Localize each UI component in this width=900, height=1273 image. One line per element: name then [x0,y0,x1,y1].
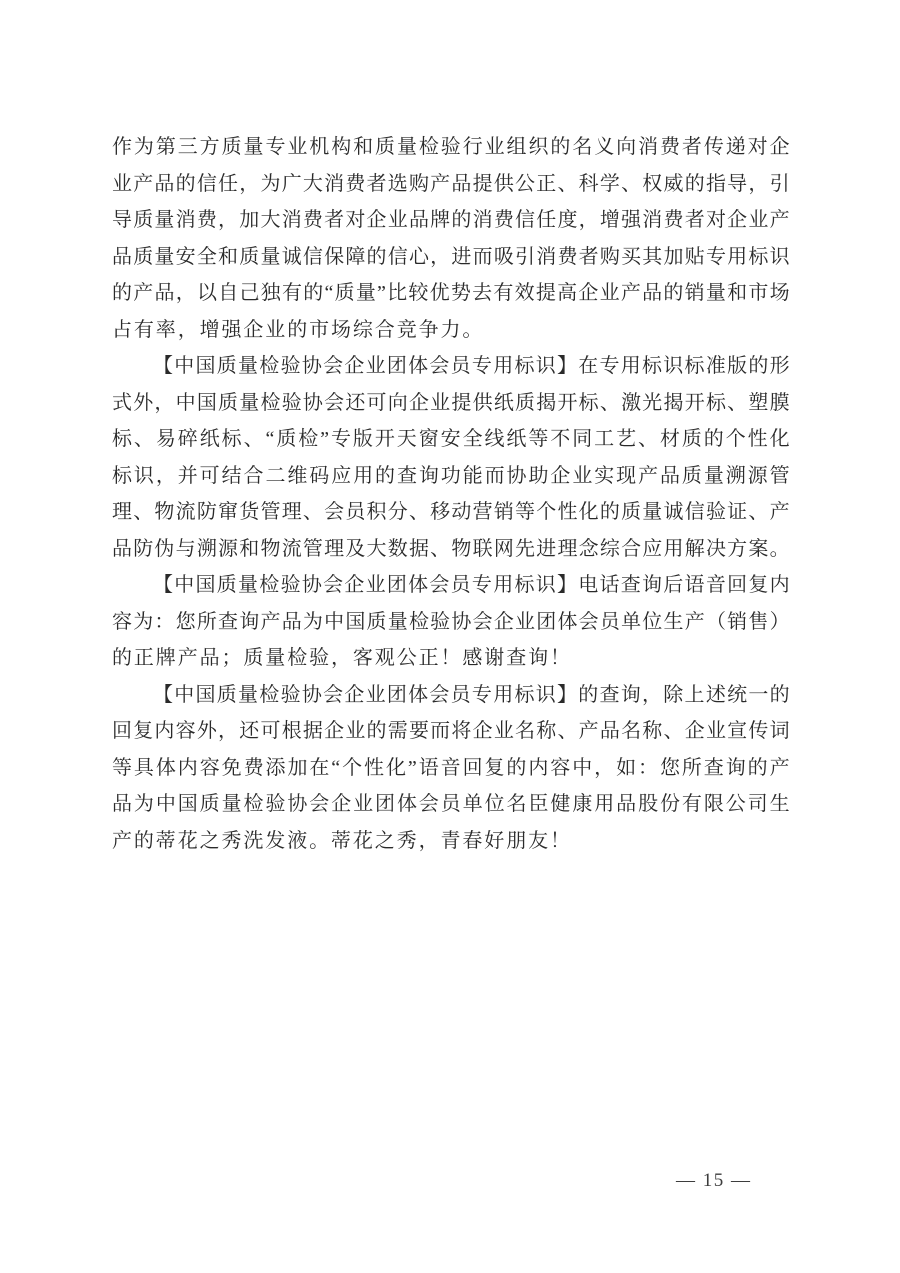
body-text [112,129,790,859]
text-line: 业产品的信任，为广大消费者选购产品提供公正、科学、权威的指导，引 [112,172,790,195]
text-line: 的产品，以自己独有的“质量”比较优势去有效提高企业产品的销量和市场 [112,282,790,304]
text-line: 【中国质量检验协会企业团体会员专用标识】的查询，除上述统一的 [153,683,790,706]
text-line: 等具体内容免费添加在“个性化”语音回复的内容中，如：您所查询的产 [112,756,790,779]
text-line: 回复内容外，还可根据企业的需要而将企业名称、产品名称、企业宣传词 [112,720,790,742]
text-line: 标、易碎纸标、“质检”专版开天窗安全线纸等不同工艺、材质的个性化 [112,428,790,450]
text-line: 品防伪与溯源和物流管理及大数据、物联网先进理念综合应用解决方案。 [112,537,790,560]
text-line: 容为：您所查询产品为中国质量检验协会企业团体会员单位生产（销售） [112,610,790,633]
text-line: 理、物流防窜货管理、会员积分、移动营销等个性化的质量诚信验证、产 [112,501,790,523]
paragraph [112,567,790,677]
text-line: 【中国质量检验协会企业团体会员专用标识】在专用标识标准版的形 [153,355,790,377]
text-line: 导质量消费，加大消费者对企业品牌的消费信任度，增强消费者对企业产 [112,209,790,231]
page-number: — 15 — [676,1170,752,1191]
text-line: 作为第三方质量专业机构和质量检验行业组织的名义向消费者传递对企 [112,136,790,158]
text-line: 占有率，增强企业的市场综合竞争力。 [112,318,485,341]
paragraph [112,129,790,348]
text-line: 标识，并可结合二维码应用的查询功能而协助企业实现产品质量溯源管 [112,464,790,487]
text-line: 式外，中国质量检验协会还可向企业提供纸质揭开标、激光揭开标、塑膜 [112,391,790,414]
text-line: 【中国质量检验协会企业团体会员专用标识】电话查询后语音回复内 [153,574,790,596]
text-line: 品为中国质量检验协会企业团体会员单位名臣健康用品股份有限公司生 [112,793,790,815]
text-line: 产的蒂花之秀洗发液。蒂花之秀，青春好朋友！ [112,829,572,852]
text-line: 品质量安全和质量诚信保障的信心，进而吸引消费者购买其加贴专用标识 [112,245,790,268]
paragraph [112,348,790,567]
text-line: 的正牌产品；质量检验，客观公正！感谢查询！ [112,647,572,669]
paragraph [112,677,790,860]
